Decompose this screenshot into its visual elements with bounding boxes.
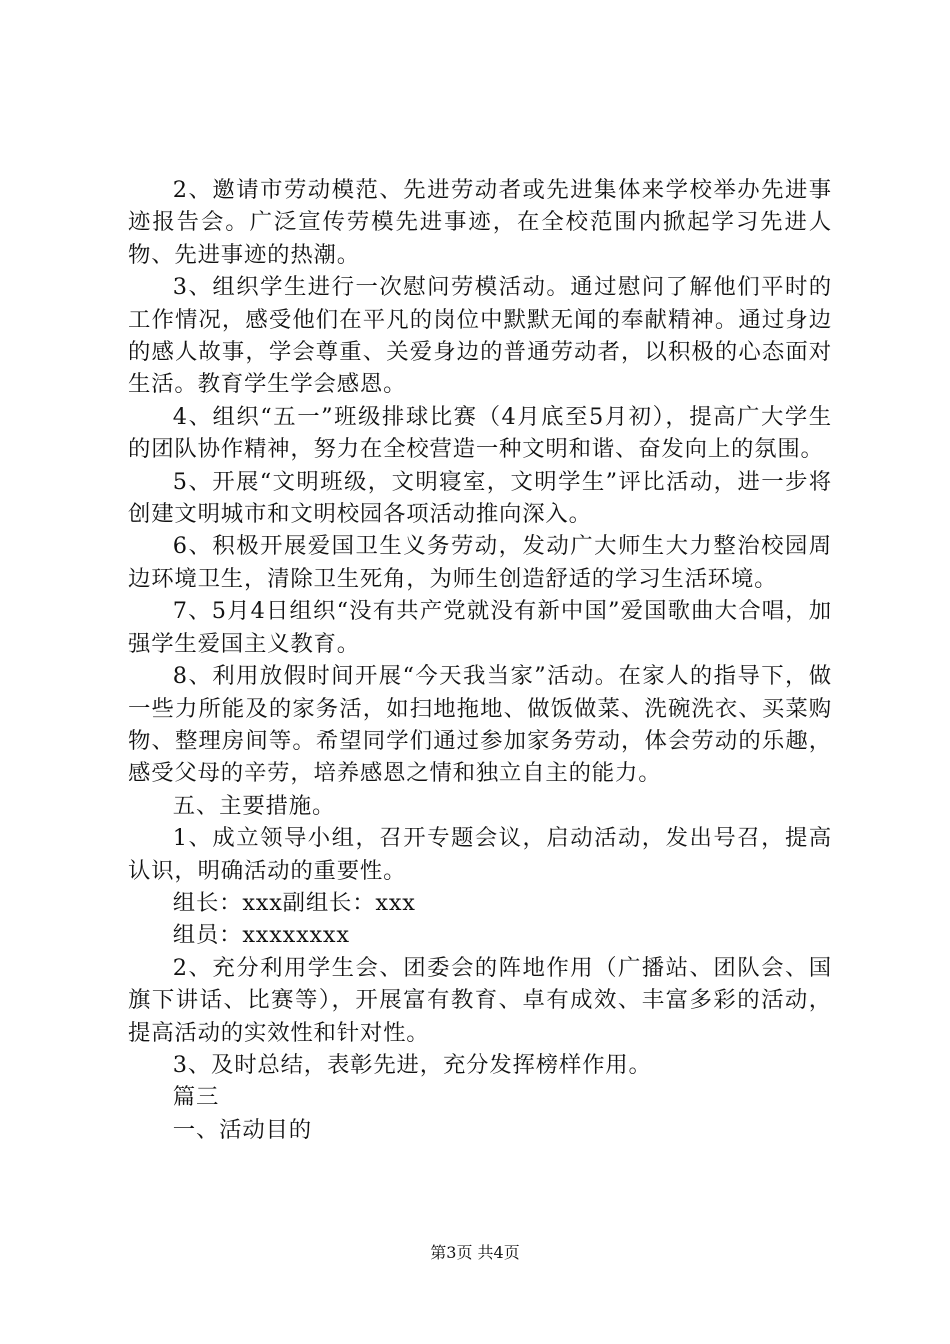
paragraph-housework-activity: 8、利用放假时间开展“今天我当家”活动。在家人的指导下，做一些力所能及的家务活，如扫地拖地、做饭做菜、洗碗洗衣、买菜购物、整理房间等。希望同学们通过参加家务劳动，体会劳动的乐趣，感受父母的辛劳，培养感恩之情和独立自主的能力。	[128, 663, 832, 787]
paragraph-civility-contest: 5、开展“文明班级，文明寝室，文明学生”评比活动，进一步将创建文明城市和文明校园各项活动推向深入。	[128, 468, 832, 528]
paragraph-invite-models: 2、邀请市劳动模范、先进劳动者或先进集体来学校举办先进事迹报告会。广泛宣传劳模先进事迹，在全校范围内掀起学习先进人物、先进事迹的热潮。	[128, 177, 832, 268]
page-number-footer: 第3页 共4页	[430, 1243, 520, 1262]
paragraph-leading-group: 1、成立领导小组，召开专题会议，启动活动，发出号召，提高认识，明确活动的重要性。	[128, 825, 832, 884]
paragraph-volleyball-match: 4、组织“五一”班级排球比赛（4月底至5月初），提高广大学生的团队协作精神，努力在全校营造一种文明和谐、奋发向上的氛围。	[128, 403, 832, 463]
paragraph-visit-models: 3、组织学生进行一次慰问劳模活动。通过慰问了解他们平时的工作情况，感受他们在平凡的岗位中默默无闻的奉献精神。通过身边的感人故事，学会尊重、关爱身边的普通劳动者，以积极的心态面对生活。教育学生学会感恩。	[128, 274, 832, 398]
paragraph-patriotic-chorus: 7、5月4日组织“没有共产党就没有新中国”爱国歌曲大合唱，加强学生爱国主义教育。	[128, 598, 832, 657]
paragraph-summary: 3、及时总结，表彰先进，充分发挥榜样作用。	[172, 1051, 652, 1078]
paragraph-sanitation-labor: 6、积极开展爱国卫生义务劳动，发动广大师生大力整治校园周边环境卫生，清除卫生死角，为师生创造舒适的学习生活环境。	[128, 533, 832, 592]
section-heading-measures: 五、主要措施。	[172, 792, 336, 819]
paragraph-group-leaders: 组长：xxx副组长：xxx	[172, 889, 416, 916]
paragraph-student-union: 2、充分利用学生会、团委会的阵地作用（广播站、团队会、国旗下讲话、比赛等），开展富有教育、卓有成效、丰富多彩的活动，提高活动的实效性和针对性。	[128, 954, 832, 1046]
section-heading-objectives: 一、活动目的	[172, 1116, 312, 1143]
paragraph-group-members: 组员：xxxxxxxx	[172, 922, 350, 949]
document-body	[128, 174, 832, 1146]
section-heading-part-three: 篇三	[172, 1084, 220, 1111]
